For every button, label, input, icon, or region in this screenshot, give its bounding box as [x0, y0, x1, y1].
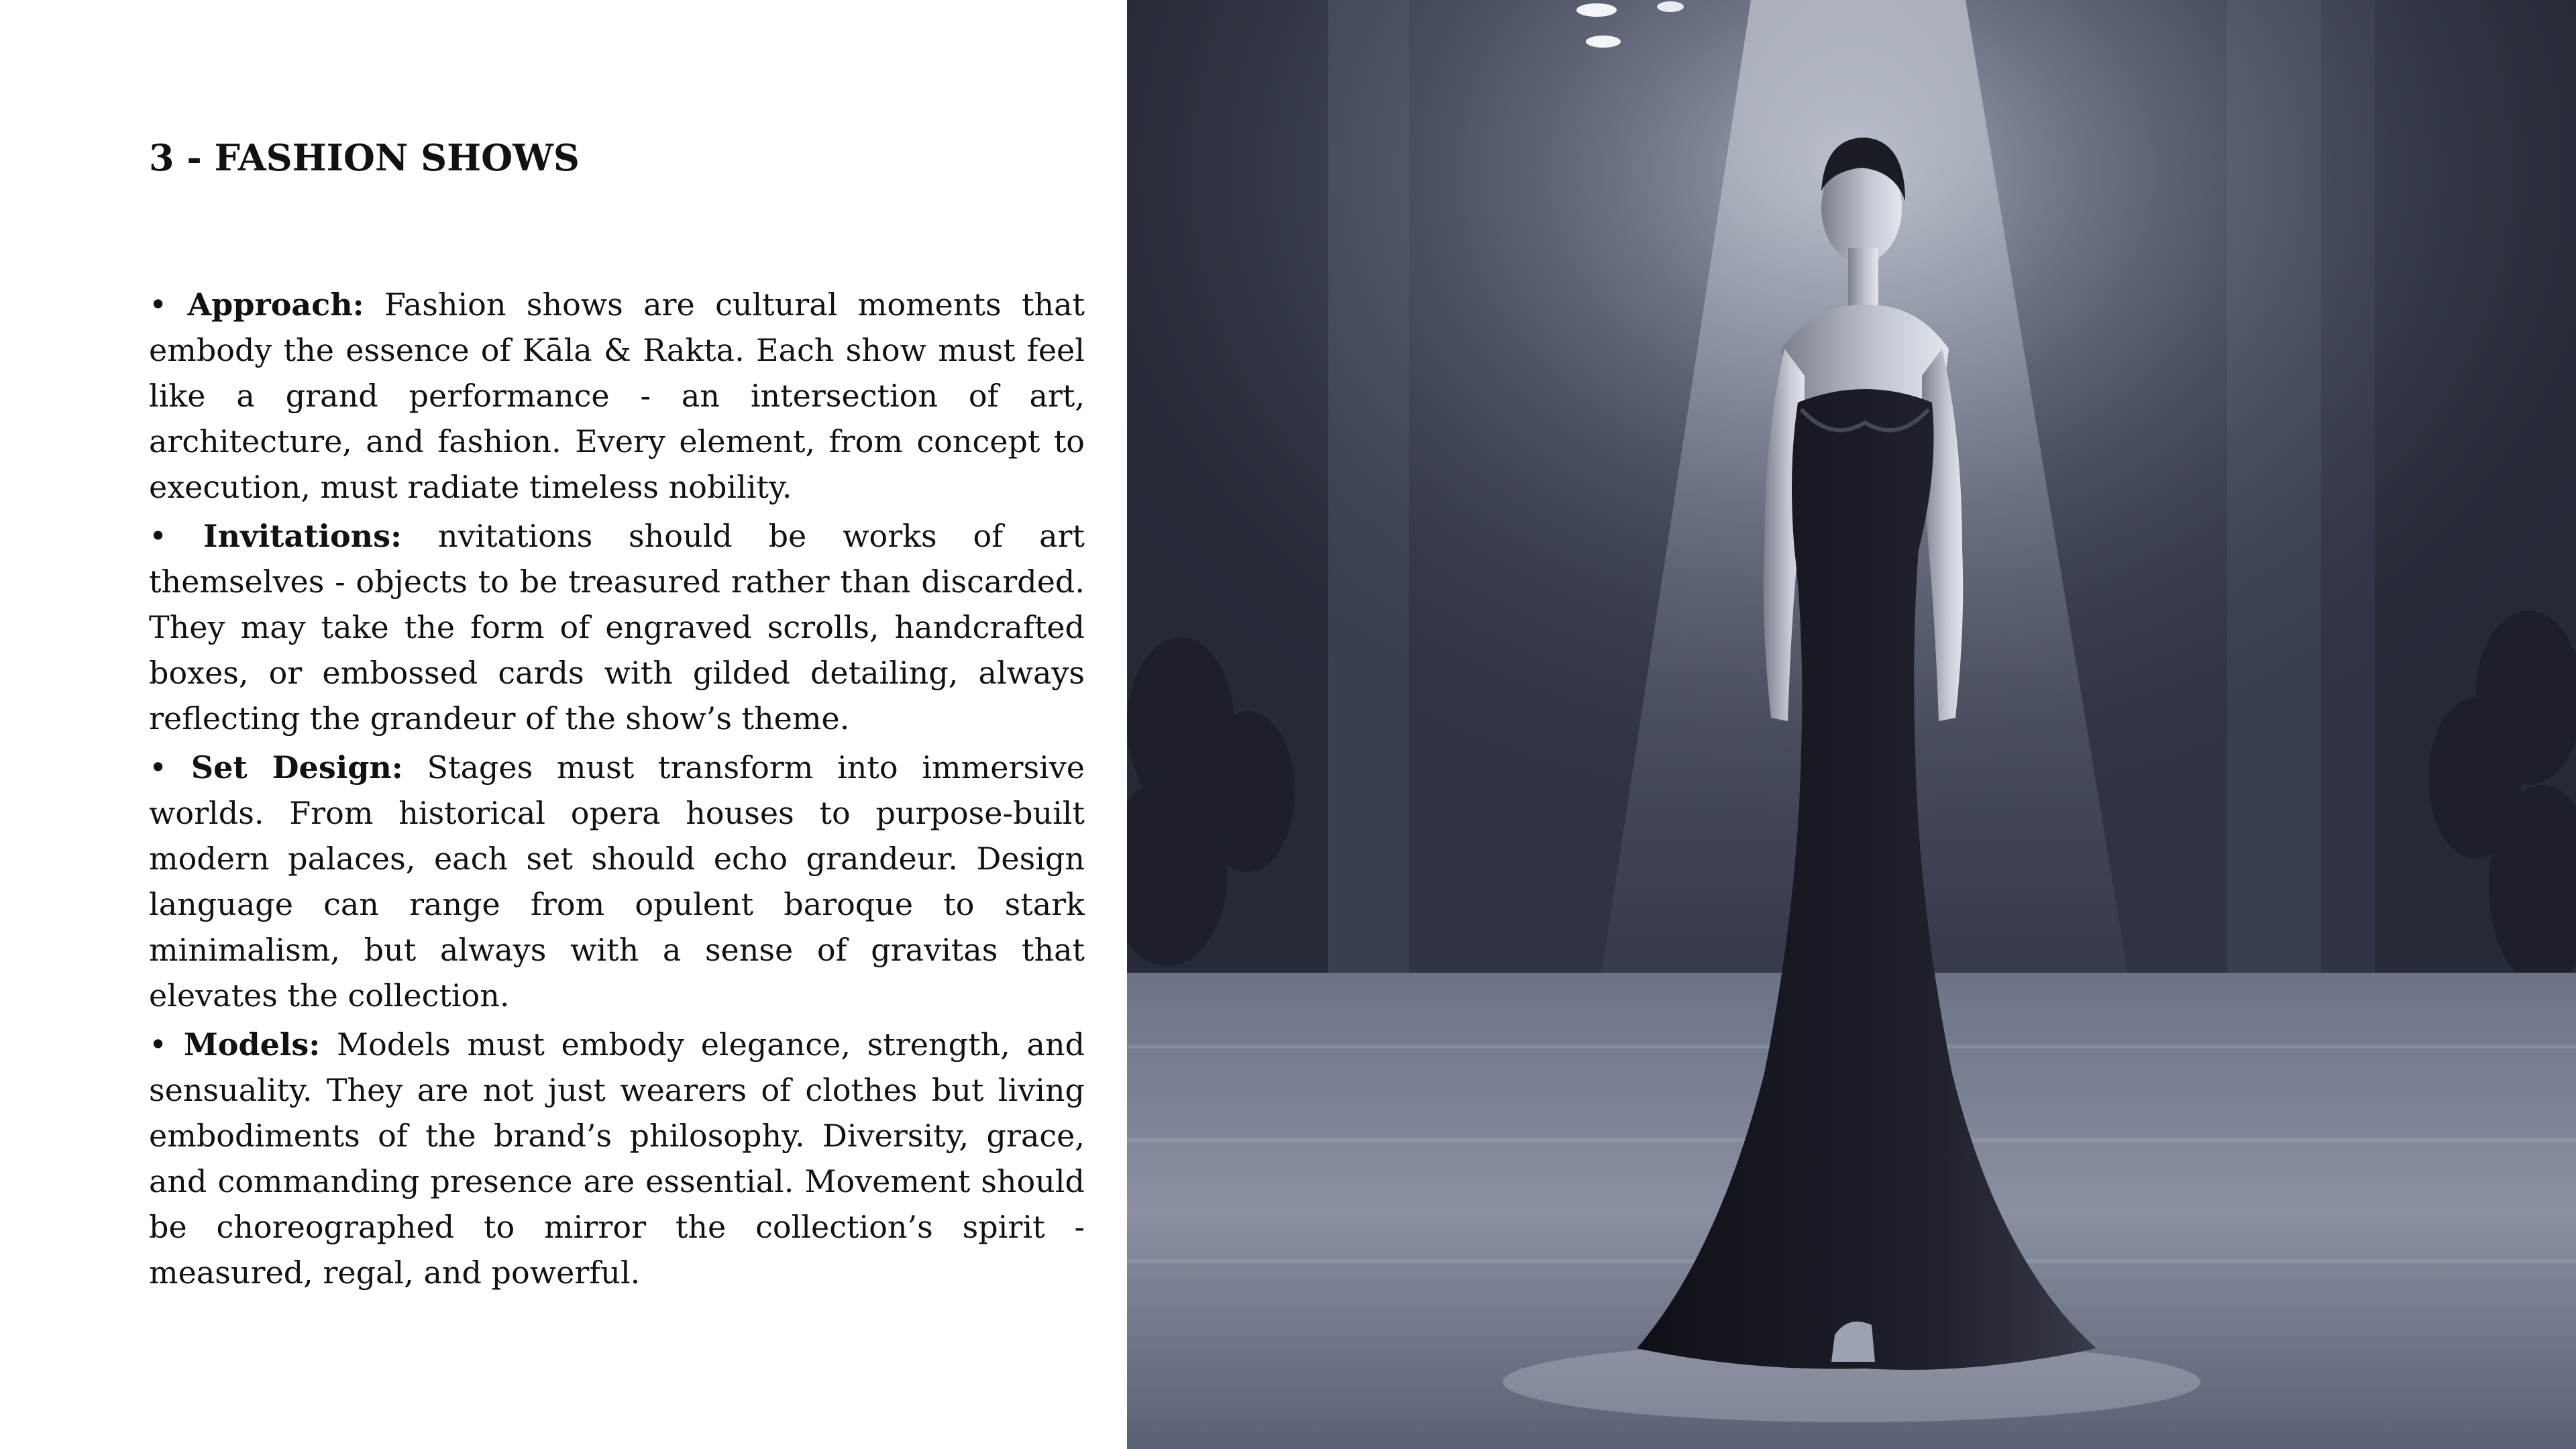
runway-model-illustration	[1127, 0, 2576, 1449]
section-label: Set Design:	[191, 749, 403, 786]
section-label: Approach:	[187, 286, 364, 323]
section-text: Stages must transform into immersive worlds. From historical opera houses to purpose-built modern palaces, each set should echo grandeur. Design language can range from opulent baroque to stark minimalism, but always with a sense of gravitas that elevates the collection.	[149, 749, 1085, 1014]
section-text: Models must embody elegance, strength, and sensuality. They are not just wearers of clothes but living embodiments of the brand’s philosophy. Diversity, grace, and commanding presence are essential. Movement should be choreographed to mirror the collection’s spirit - measured, regal, and powerful.	[149, 1026, 1085, 1291]
section-models	[149, 1022, 1085, 1295]
bullet: •	[149, 1026, 168, 1063]
page-title: 3 - FASHION SHOWS	[149, 136, 580, 179]
bullet: •	[149, 518, 168, 554]
bullet: •	[149, 286, 168, 323]
section-label: Invitations:	[203, 518, 402, 554]
section-invitations	[149, 513, 1085, 741]
text-panel	[0, 0, 1127, 1449]
section-label: Models:	[183, 1026, 321, 1063]
body-text	[149, 282, 1085, 1299]
section-text: Fashion shows are cultural moments that embody the essence of Kāla & Rakta. Each show must feel like a grand performance - an intersection of art, architecture, and fashion. Every element, from concept to execution, must radiate timeless nobility.	[149, 286, 1085, 505]
section-set-design	[149, 745, 1085, 1018]
runway-photo	[1127, 0, 2576, 1449]
bullet: •	[149, 749, 168, 786]
section-approach	[149, 282, 1085, 510]
section-text: nvitations should be works of art themselves - objects to be treasured rather than discarded. They may take the form of engraved scrolls, handcrafted boxes, or embossed cards with gilded detailing, always reflecting the grandeur of the show’s theme.	[149, 518, 1085, 737]
